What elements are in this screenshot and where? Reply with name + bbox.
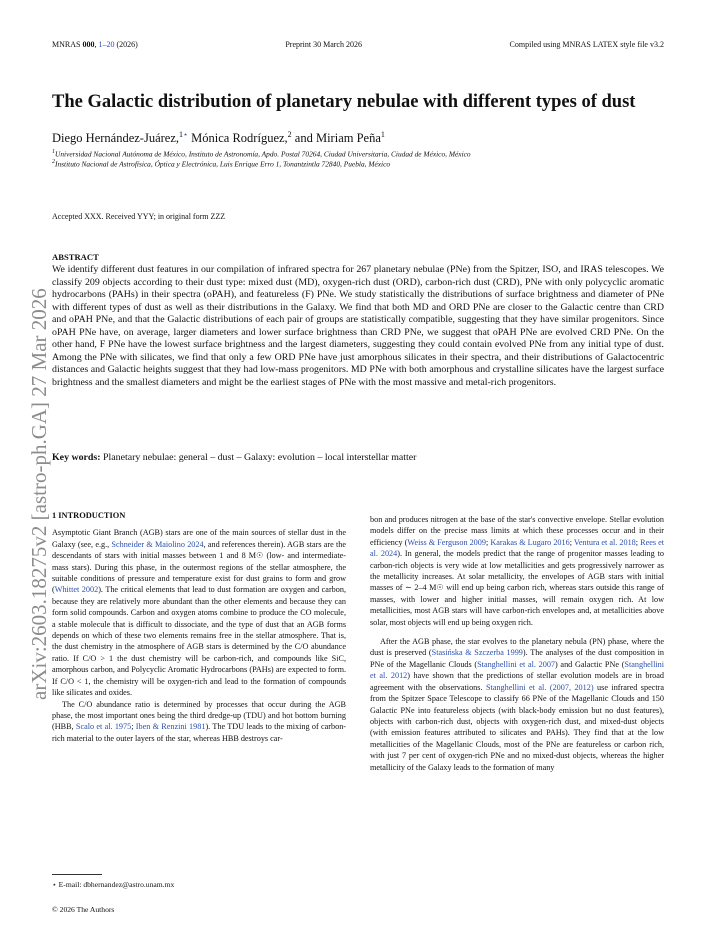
journal-citation: MNRAS 000, 1–20 (2026) [52, 40, 138, 49]
arxiv-watermark: arXiv:2603.18275v2 [astro-ph.GA] 27 Mar 2026 [27, 288, 51, 700]
author-2: Mónica Rodríguez, [188, 131, 288, 146]
author-1: Diego Hernández-Juárez, [52, 131, 180, 146]
left-column [52, 510, 346, 744]
journal-volume: 000 [82, 40, 95, 49]
footnote-divider [52, 874, 102, 875]
citation-link[interactable]: Karakas & Lugaro 2016 [490, 537, 570, 547]
citation-link[interactable]: Schneider & Maiolino 2024 [111, 539, 204, 549]
abstract-text: We identify different dust features in our compilation of infrared spectra for 267 planetary nebulae (PNe) from the Spitzer, ISO, and IRAS telescopes. We classify 209 objects according to their dust type: mixed dust (MD), oxygen-rich dust (ORD), carbon-rich dust (CRD), PNe with only polycyclic aromatic hydrocarbons (PAHs) in their spectra (oPAH), and featureless (F) PNe. We study statistically the distributions of surface brightness and diameter of PNe with different types of dust as well as their distributions in the Galaxy. We find that both MD and ORD PNe are closer to the Galactic centre than CRD and oPAH PNe, and that the Galactic distributions of each pair of groups are statistically compatible, suggesting that they have similar progenitors. Since oPAH PNe have, on average, larger diameters and lower surface brightness than CRD PNe, we suggest that oPAH PNe are evolved CRD PNe. On the other hand, F PNe have the lowest surface brightness and the largest diameters, suggesting they could contain evolved PNe from any initial type of dust. Among the PNe with silicates, we find that only a few ORD PNe have just amorphous silicates in their spectra, and their distributions of Galactocentric distances and Galactic heights suggest that they had low-mass progenitors. MD PNe with both amorphous and crystalline silicates have the largest surface brightness and the smallest diameters and might be the earliest stages of PNe with the most massive and metal-rich progenitors. [52, 264, 664, 388]
citation-link[interactable]: Stasińska & Szczerba 1999 [431, 648, 523, 658]
paragraph: Asymptotic Giant Branch (AGB) stars are one of the main sources of stellar dust in the Galaxy (see, e.g., Schneider & Maiolino 2024, and references therein). AGB stars are the descendants of stars with initial masses between 1 and 8 M☉ (low- and intermediate-mass stars). During this phase, in the outermost regions of the stellar atmosphere, the suitable conditions of pressure and temperature exist for dust grains to form and grow (Whittet 2002). The critical elements that lead to dust formation are oxygen and carbon, because they are relatively more abundant than the other elements and because they can form solid compounds. Carbon and oxygen atoms combine to produce the CO molecule, a stable molecule that is difficult to dissociate, and the type of dust that an AGB forms depends on which of these two elements remains free in the stellar atmosphere. That is, the dust chemistry in the atmosphere of AGB stars is determined by the C/O abundance ratio. If C/O > 1 the dust chemistry will be carbon-rich, and compounds like SiC, amorphous carbon, and Polycyclic Aromatic Hydrocarbons (PAHs) are expected to form. If C/O < 1, the chemistry will be oxygen-rich and lead to the formation of compounds like silicates and oxides. [52, 528, 347, 698]
affiliation-2 [52, 159, 390, 168]
accepted-line: Accepted XXX. Received YYY; in original form ZZZ [52, 212, 226, 221]
keywords-label: Key words: [52, 452, 101, 463]
affiliation-2-num: 2 [52, 159, 55, 165]
paragraph: bon and produces nitrogen at the base of the star's convective envelope. Stellar evolution models differ on the precise mass limits at which these processes occur and in their efficiency (Weiss & Ferguson 2009; Karakas & Lugaro 2016; Ventura et al. 2018; Rees et al. 2024). In general, the models predict that the range of progenitor masses leading to carbon-rich objects is very wide at low metallicities and gets progressively narrower as the metallicity increases. At solar metallicity, the envelopes of AGB stars with initial masses of ∼ 2–4 M☉ will end up being carbon rich, whereas stars outside this range of masses, with lower and higher initial masses, will remain oxygen rich. At low metallicities, most AGB stars will have carbon-rich envelopes and, at metallicities above solar, most objects will end up being oxygen rich. [370, 515, 664, 627]
section-heading: 1 INTRODUCTION [52, 511, 126, 520]
footnote-email: ⋆ E-mail: dbhernandez@astro.unam.mx [52, 880, 175, 889]
author-list [52, 130, 385, 146]
journal-pages-link[interactable]: 1–20 [98, 40, 115, 49]
keywords-text: Planetary nebulae: general – dust – Galaxy: evolution – local interstellar matter [100, 452, 417, 463]
copyright: © 2026 The Authors [52, 905, 115, 914]
affiliation-1-text: Universidad Nacional Autónoma de México, Instituto de Astronomía, Apdo. Postal 70264, Ciudad Universitaria, Ciudad de México, México [55, 149, 471, 159]
affiliation-1-num: 1 [52, 149, 55, 155]
citation-link[interactable]: Stanghellini et al. 2007 [477, 659, 556, 669]
abstract-heading: ABSTRACT [52, 252, 99, 262]
citation-link[interactable]: Rees et al. 2024 [370, 537, 664, 559]
citation-link[interactable]: Stanghellini et al. (2007, 2012) [485, 682, 594, 692]
right-column [370, 514, 664, 773]
citation-link[interactable]: Stanghellini et al. 2012 [370, 659, 664, 681]
paper-title: The Galactic distribution of planetary nebulae with different types of dust [52, 92, 636, 112]
corresponding-star-link[interactable]: ⋆ [183, 130, 189, 139]
citation-link[interactable]: Ventura et al. 2018 [573, 537, 636, 547]
citation-link[interactable]: Iben & Renzini 1981 [135, 722, 206, 732]
affiliation-1 [52, 149, 471, 158]
paragraph: After the AGB phase, the star evolves to the planetary nebula (PN) phase, where the dust is preserved (Stasińska & Szczerba 1999). The analyses of the dust composition in PNe of the Magellanic Clouds (Stanghellini et al. 2007) and Galactic PNe (Stanghellini et al. 2012) have shown that the predictions of stellar evolution models are in broad agreement with the observations. Stanghellini et al. (2007, 2012) use infrared spectra from the Spitzer Space Telescope to classify 66 PNe of the Magellanic Clouds and 150 Galactic PNe into featureless objects (with black-body emission but no dust features), objects with carbon-rich dust, objects with oxygen-rich dust, and mixed-dust objects (with emission features attributed to silicates and PAHs). They find that at the low metallicities of the Magellanic Clouds, most of the PNe are featureless or carbon rich, with just 7 per cent of oxygen-rich PNe and no mixed-dust objects, whereas the higher metallicity of the Galaxy leads to the formation of many [370, 637, 664, 772]
citation-link[interactable]: Scalo et al. 1975 [75, 722, 132, 732]
paragraph: The C/O abundance ratio is determined by processes that occur during the AGB phase, the most important ones being the third dredge-up (TDU) and hot bottom burning (HBB, Scalo et al. 1975; Iben & Renzini 1981). The TDU leads to the mixing of carbon-rich material to the outer layers of the star, whereas HBB destroys car- [52, 699, 347, 743]
preprint-date: Preprint 30 March 2026 [285, 40, 362, 49]
author-2-affil: 2 [287, 130, 292, 139]
citation-link[interactable]: Weiss & Ferguson 2009 [407, 537, 486, 547]
running-header [52, 40, 664, 49]
author-1-affil: 1 [179, 130, 184, 139]
affiliation-2-text: Instituto Nacional de Astrofísica, Óptica y Electrónica, Luis Enrique Erro 1, Tonantzintla 72840, Puebla, México [55, 159, 391, 169]
author-3-affil: 1 [380, 130, 385, 139]
keywords [52, 452, 664, 463]
compiled-note: Compiled using MNRAS LATEX style file v3.2 [509, 40, 664, 49]
journal-name: MNRAS [52, 40, 83, 49]
journal-year: (2026) [114, 40, 138, 49]
citation-link[interactable]: Whittet 2002 [54, 585, 99, 595]
author-3: and Miriam Peña [291, 131, 381, 146]
